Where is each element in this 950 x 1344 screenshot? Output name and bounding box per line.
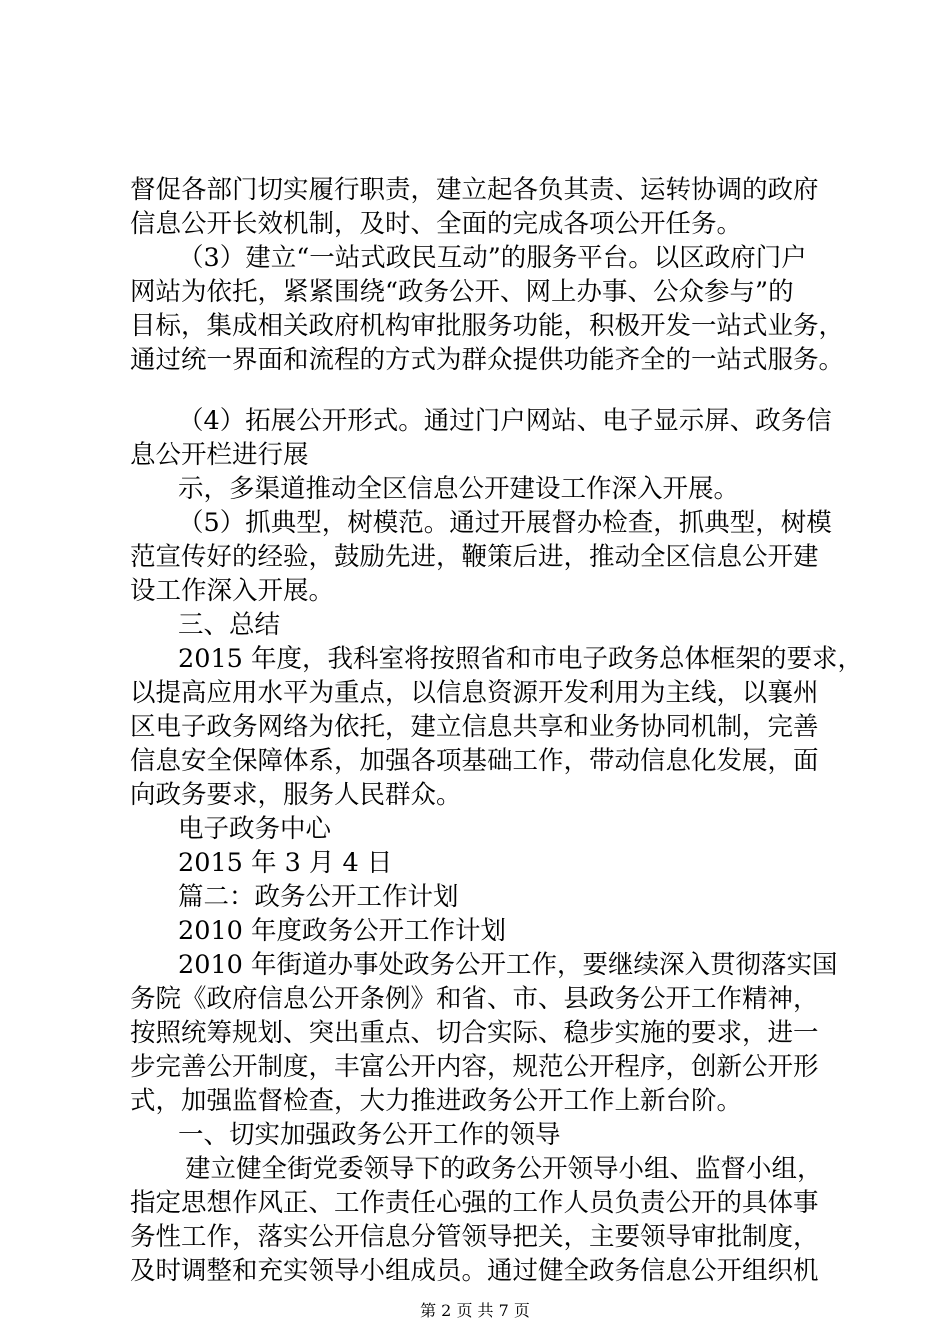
- text-line: 目标，集成相关政府机构审批服务功能，积极开发一站式业务，: [130, 311, 845, 341]
- text-line: （3）建立“一站式政民互动”的服务平台。以区政府门户: [178, 243, 807, 273]
- text-line: 式，加强监督检查，大力推进政务公开工作上新台阶。: [130, 1086, 743, 1116]
- text-line: 范宣传好的经验，鼓励先进，鞭策后进，推动全区信息公开建: [130, 542, 819, 572]
- text-line: 以提高应用水平为重点，以信息资源开发利用为主线，以襄州: [130, 678, 819, 708]
- text-line: 务性工作，落实公开信息分管领导把关，主要领导审批制度，: [130, 1222, 819, 1252]
- text-line: 2010 年街道办事处政务公开工作，要继续深入贯彻落实国: [178, 950, 838, 980]
- text-line: （4）拓展公开形式。通过门户网站、电子显示屏、政务信: [178, 406, 832, 436]
- text-line: 步完善公开制度，丰富公开内容，规范公开程序，创新公开形: [130, 1052, 819, 1082]
- text-line: 设工作深入开展。: [130, 576, 335, 606]
- plan-title: 2010 年度政务公开工作计划: [178, 916, 507, 946]
- chapter-heading: 篇二：政务公开工作计划: [178, 882, 459, 912]
- text-line: 信息公开长效机制，及时、全面的完成各项公开任务。: [130, 209, 743, 239]
- text-line: 信息安全保障体系，加强各项基础工作，带动信息化发展，面: [130, 746, 819, 776]
- section-heading: 三、总结: [178, 610, 281, 640]
- text-line: 务院《政府信息公开条例》和省、市、县政务公开工作精神，: [130, 984, 819, 1014]
- text-line: 网站为依托，紧紧围绕“政务公开、网上办事、公众参与”的: [130, 277, 794, 307]
- text-line: 按照统筹规划、突出重点、切合实际、稳步实施的要求，进一: [130, 1018, 819, 1048]
- text-line: （5）抓典型，树模范。通过开展督办检查，抓典型，树模: [178, 508, 832, 538]
- text-line: 2015 年度，我科室将按照省和市电子政务总体框架的要求，: [178, 644, 864, 674]
- text-line: 区电子政务网络为依托，建立信息共享和业务协同机制，完善: [130, 712, 819, 742]
- text-line: 向政务要求，服务人民群众。: [130, 780, 462, 810]
- page-footer: 第 2 页 共 7 页: [420, 1301, 530, 1320]
- text-line: 息公开栏进行展: [130, 440, 309, 470]
- text-line: 通过统一界面和流程的方式为群众提供功能齐全的一站式服务。: [130, 345, 845, 375]
- text-line: 督促各部门切实履行职责，建立起各负其责、运转协调的政府: [130, 175, 819, 205]
- section-heading: 一、切实加强政务公开工作的领导: [178, 1120, 561, 1150]
- signature-org: 电子政务中心: [178, 814, 332, 844]
- text-line: 指定思想作风正、工作责任心强的工作人员负责公开的具体事: [130, 1188, 819, 1218]
- text-line: 示，多渠道推动全区信息公开建设工作深入开展。: [178, 474, 740, 504]
- signature-date: 2015 年 3 月 4 日: [178, 848, 393, 878]
- text-line: 及时调整和充实领导小组成员。通过健全政务信息公开组织机: [130, 1256, 819, 1286]
- text-line: 建立健全街党委领导下的政务公开领导小组、监督小组，: [185, 1154, 823, 1184]
